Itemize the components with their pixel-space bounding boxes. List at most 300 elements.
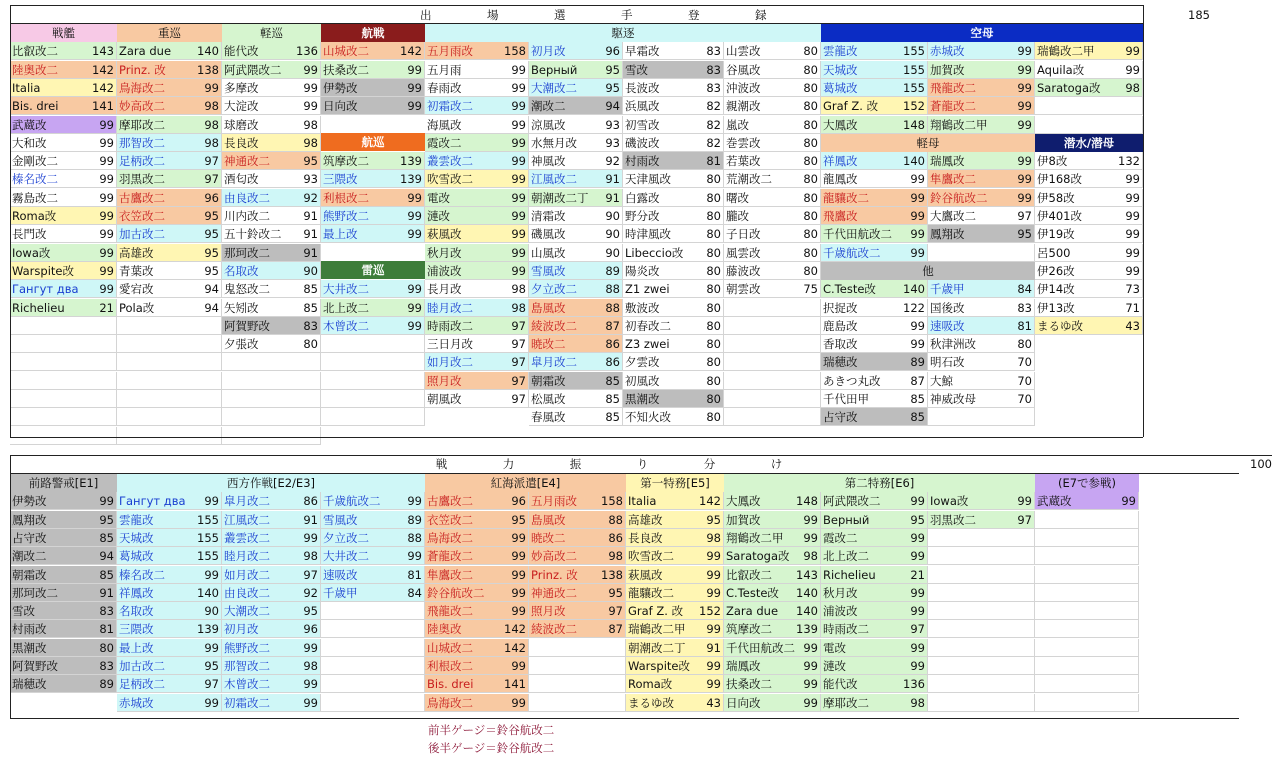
ship-cell[interactable]: [222, 511, 321, 529]
ship-cell[interactable]: [321, 280, 425, 298]
ship-cell[interactable]: [724, 390, 821, 408]
ship-cell[interactable]: [222, 335, 321, 353]
ship-cell[interactable]: [928, 317, 1035, 335]
ship-cell[interactable]: [222, 492, 321, 510]
ship-cell[interactable]: [117, 547, 222, 565]
ship-cell[interactable]: [10, 353, 117, 371]
ship-cell[interactable]: [222, 547, 321, 565]
ship-cell[interactable]: [117, 299, 222, 317]
ship-cell[interactable]: [321, 317, 425, 335]
ship-cell[interactable]: [626, 675, 724, 693]
ship-cell[interactable]: [1035, 225, 1143, 243]
ship-cell[interactable]: [1035, 602, 1139, 620]
ship-cell[interactable]: [821, 657, 928, 675]
ship-cell[interactable]: [928, 547, 1035, 565]
ship-cell[interactable]: [10, 189, 117, 207]
ship-cell[interactable]: [117, 79, 222, 97]
ship-cell[interactable]: [10, 299, 117, 317]
ship-cell[interactable]: [724, 602, 821, 620]
ship-cell[interactable]: [425, 134, 529, 152]
ship-cell[interactable]: [529, 639, 626, 657]
ship-cell[interactable]: [117, 511, 222, 529]
ship-cell[interactable]: [321, 152, 425, 170]
ship-cell[interactable]: [529, 529, 626, 547]
ship-cell[interactable]: [10, 170, 117, 188]
ship-cell[interactable]: [117, 189, 222, 207]
ship-cell[interactable]: [623, 390, 724, 408]
ship-cell[interactable]: [623, 335, 724, 353]
ship-cell[interactable]: [222, 317, 321, 335]
ship-cell[interactable]: [724, 492, 821, 510]
ship-cell[interactable]: [1035, 116, 1143, 134]
ship-cell[interactable]: [222, 262, 321, 280]
ship-cell[interactable]: [529, 511, 626, 529]
ship-cell[interactable]: [623, 408, 724, 426]
ship-cell[interactable]: [10, 116, 117, 134]
ship-cell[interactable]: [425, 675, 529, 693]
ship-cell[interactable]: [928, 225, 1035, 243]
ship-cell[interactable]: [222, 97, 321, 115]
ship-cell[interactable]: [222, 694, 321, 712]
ship-cell[interactable]: [724, 353, 821, 371]
ship-cell[interactable]: [529, 372, 623, 390]
ship-cell[interactable]: [623, 353, 724, 371]
ship-cell[interactable]: [425, 566, 529, 584]
ship-cell[interactable]: [425, 372, 529, 390]
ship-cell[interactable]: [724, 408, 821, 426]
ship-cell[interactable]: [321, 335, 425, 353]
ship-cell[interactable]: [321, 408, 425, 426]
ship-cell[interactable]: [529, 42, 623, 60]
ship-cell[interactable]: [928, 620, 1035, 638]
ship-cell[interactable]: [222, 620, 321, 638]
ship-cell[interactable]: [724, 79, 821, 97]
ship-cell[interactable]: [117, 207, 222, 225]
ship-cell[interactable]: [1035, 262, 1143, 280]
ship-cell[interactable]: [222, 372, 321, 390]
ship-cell[interactable]: [529, 317, 623, 335]
ship-cell[interactable]: [529, 547, 626, 565]
ship-cell[interactable]: [928, 79, 1035, 97]
ship-cell[interactable]: [626, 584, 724, 602]
ship-cell[interactable]: [626, 511, 724, 529]
ship-cell[interactable]: [117, 657, 222, 675]
ship-cell[interactable]: [529, 408, 623, 426]
ship-cell[interactable]: [529, 335, 623, 353]
ship-cell[interactable]: [821, 353, 928, 371]
ship-cell[interactable]: [117, 353, 222, 371]
ship-cell[interactable]: [821, 675, 928, 693]
ship-cell[interactable]: [425, 639, 529, 657]
ship-cell[interactable]: [724, 317, 821, 335]
ship-cell[interactable]: [821, 207, 928, 225]
ship-cell[interactable]: [724, 657, 821, 675]
ship-cell[interactable]: [529, 353, 623, 371]
ship-cell[interactable]: [117, 42, 222, 60]
ship-cell[interactable]: [821, 639, 928, 657]
ship-cell[interactable]: [821, 61, 928, 79]
ship-cell[interactable]: [1035, 511, 1139, 529]
ship-cell[interactable]: [1035, 657, 1139, 675]
ship-cell[interactable]: [1035, 61, 1143, 79]
ship-cell[interactable]: [1035, 207, 1143, 225]
ship-cell[interactable]: [425, 280, 529, 298]
ship-cell[interactable]: [117, 602, 222, 620]
ship-cell[interactable]: [321, 511, 425, 529]
ship-cell[interactable]: [623, 97, 724, 115]
ship-cell[interactable]: [425, 152, 529, 170]
ship-cell[interactable]: [821, 584, 928, 602]
ship-cell[interactable]: [928, 657, 1035, 675]
ship-cell[interactable]: [117, 61, 222, 79]
ship-cell[interactable]: [10, 207, 117, 225]
ship-cell[interactable]: [928, 529, 1035, 547]
ship-cell[interactable]: [928, 602, 1035, 620]
ship-cell[interactable]: [724, 207, 821, 225]
ship-cell[interactable]: [10, 566, 117, 584]
ship-cell[interactable]: [10, 584, 117, 602]
ship-cell[interactable]: [425, 116, 529, 134]
ship-cell[interactable]: [425, 61, 529, 79]
ship-cell[interactable]: [623, 225, 724, 243]
ship-cell[interactable]: [821, 116, 928, 134]
ship-cell[interactable]: [821, 170, 928, 188]
ship-cell[interactable]: [529, 694, 626, 712]
ship-cell[interactable]: [117, 694, 222, 712]
ship-cell[interactable]: [1035, 529, 1139, 547]
ship-cell[interactable]: [222, 61, 321, 79]
ship-cell[interactable]: [623, 207, 724, 225]
ship-cell[interactable]: [117, 280, 222, 298]
ship-cell[interactable]: [425, 657, 529, 675]
ship-cell[interactable]: [117, 620, 222, 638]
ship-cell[interactable]: [623, 372, 724, 390]
ship-cell[interactable]: [321, 189, 425, 207]
ship-cell[interactable]: [117, 408, 222, 426]
ship-cell[interactable]: [425, 299, 529, 317]
ship-cell[interactable]: [928, 189, 1035, 207]
ship-cell[interactable]: [1035, 620, 1139, 638]
ship-cell[interactable]: [626, 602, 724, 620]
ship-cell[interactable]: [425, 97, 529, 115]
ship-cell[interactable]: [222, 225, 321, 243]
ship-cell[interactable]: [928, 353, 1035, 371]
ship-cell[interactable]: [724, 299, 821, 317]
ship-cell[interactable]: [222, 79, 321, 97]
ship-cell[interactable]: [928, 244, 1035, 262]
ship-cell[interactable]: [222, 134, 321, 152]
ship-cell[interactable]: [821, 189, 928, 207]
ship-cell[interactable]: [724, 262, 821, 280]
ship-cell[interactable]: [10, 61, 117, 79]
ship-cell[interactable]: [1035, 492, 1139, 510]
ship-cell[interactable]: [928, 116, 1035, 134]
ship-cell[interactable]: [623, 299, 724, 317]
ship-cell[interactable]: [529, 61, 623, 79]
ship-cell[interactable]: [10, 639, 117, 657]
ship-cell[interactable]: [321, 584, 425, 602]
ship-cell[interactable]: [821, 511, 928, 529]
ship-cell[interactable]: [222, 584, 321, 602]
ship-cell[interactable]: [10, 262, 117, 280]
ship-cell[interactable]: [928, 390, 1035, 408]
ship-cell[interactable]: [222, 353, 321, 371]
ship-cell[interactable]: [10, 390, 117, 408]
ship-cell[interactable]: [222, 427, 321, 445]
ship-cell[interactable]: [626, 639, 724, 657]
ship-cell[interactable]: [222, 42, 321, 60]
ship-cell[interactable]: [425, 317, 529, 335]
ship-cell[interactable]: [821, 244, 928, 262]
ship-cell[interactable]: [10, 602, 117, 620]
ship-cell[interactable]: [321, 372, 425, 390]
ship-cell[interactable]: [529, 170, 623, 188]
ship-cell[interactable]: [1035, 42, 1143, 60]
ship-cell[interactable]: [623, 170, 724, 188]
ship-cell[interactable]: [10, 547, 117, 565]
ship-cell[interactable]: [222, 657, 321, 675]
ship-cell[interactable]: [724, 511, 821, 529]
ship-cell[interactable]: [928, 639, 1035, 657]
ship-cell[interactable]: [10, 427, 117, 445]
ship-cell[interactable]: [724, 335, 821, 353]
ship-cell[interactable]: [821, 79, 928, 97]
ship-cell[interactable]: [626, 547, 724, 565]
ship-cell[interactable]: [928, 170, 1035, 188]
ship-cell[interactable]: [623, 79, 724, 97]
ship-cell[interactable]: [10, 42, 117, 60]
ship-cell[interactable]: [928, 675, 1035, 693]
ship-cell[interactable]: [10, 317, 117, 335]
ship-cell[interactable]: [529, 620, 626, 638]
ship-cell[interactable]: [1035, 244, 1143, 262]
ship-cell[interactable]: [117, 492, 222, 510]
ship-cell[interactable]: [321, 566, 425, 584]
ship-cell[interactable]: [529, 566, 626, 584]
ship-cell[interactable]: [724, 244, 821, 262]
ship-cell[interactable]: [117, 639, 222, 657]
ship-cell[interactable]: [321, 79, 425, 97]
ship-cell[interactable]: [10, 372, 117, 390]
ship-cell[interactable]: [724, 134, 821, 152]
ship-cell[interactable]: [928, 97, 1035, 115]
ship-cell[interactable]: [724, 280, 821, 298]
ship-cell[interactable]: [117, 97, 222, 115]
ship-cell[interactable]: [222, 529, 321, 547]
ship-cell[interactable]: [529, 79, 623, 97]
ship-cell[interactable]: [10, 152, 117, 170]
ship-cell[interactable]: [724, 116, 821, 134]
ship-cell[interactable]: [821, 42, 928, 60]
ship-cell[interactable]: [928, 280, 1035, 298]
ship-cell[interactable]: [117, 566, 222, 584]
ship-cell[interactable]: [117, 372, 222, 390]
ship-cell[interactable]: [1035, 694, 1139, 712]
ship-cell[interactable]: [117, 390, 222, 408]
ship-cell[interactable]: [1035, 97, 1143, 115]
ship-cell[interactable]: [117, 262, 222, 280]
ship-cell[interactable]: [821, 335, 928, 353]
ship-cell[interactable]: [1035, 639, 1139, 657]
ship-cell[interactable]: [626, 694, 724, 712]
ship-cell[interactable]: [117, 529, 222, 547]
ship-cell[interactable]: [321, 299, 425, 317]
ship-cell[interactable]: [222, 602, 321, 620]
ship-cell[interactable]: [425, 529, 529, 547]
ship-cell[interactable]: [117, 134, 222, 152]
ship-cell[interactable]: [10, 620, 117, 638]
ship-cell[interactable]: [425, 390, 529, 408]
ship-cell[interactable]: [928, 694, 1035, 712]
ship-cell[interactable]: [724, 152, 821, 170]
ship-cell[interactable]: [425, 353, 529, 371]
ship-cell[interactable]: [10, 492, 117, 510]
ship-cell[interactable]: [821, 152, 928, 170]
ship-cell[interactable]: [821, 492, 928, 510]
ship-cell[interactable]: [724, 42, 821, 60]
ship-cell[interactable]: [626, 492, 724, 510]
ship-cell[interactable]: [425, 335, 529, 353]
ship-cell[interactable]: [117, 317, 222, 335]
ship-cell[interactable]: [623, 189, 724, 207]
ship-cell[interactable]: [425, 584, 529, 602]
ship-cell[interactable]: [117, 584, 222, 602]
ship-cell[interactable]: [623, 42, 724, 60]
ship-cell[interactable]: [1035, 299, 1143, 317]
ship-cell[interactable]: [928, 42, 1035, 60]
ship-cell[interactable]: [928, 372, 1035, 390]
ship-cell[interactable]: [10, 280, 117, 298]
ship-cell[interactable]: [529, 189, 623, 207]
ship-cell[interactable]: [529, 225, 623, 243]
ship-cell[interactable]: [724, 97, 821, 115]
ship-cell[interactable]: [222, 639, 321, 657]
ship-cell[interactable]: [529, 134, 623, 152]
ship-cell[interactable]: [928, 492, 1035, 510]
ship-cell[interactable]: [626, 566, 724, 584]
ship-cell[interactable]: [10, 97, 117, 115]
ship-cell[interactable]: [724, 584, 821, 602]
ship-cell[interactable]: [724, 566, 821, 584]
ship-cell[interactable]: [222, 390, 321, 408]
ship-cell[interactable]: [10, 408, 117, 426]
ship-cell[interactable]: [321, 390, 425, 408]
ship-cell[interactable]: [10, 134, 117, 152]
ship-cell[interactable]: [321, 639, 425, 657]
ship-cell[interactable]: [425, 189, 529, 207]
ship-cell[interactable]: [529, 207, 623, 225]
ship-cell[interactable]: [529, 602, 626, 620]
ship-cell[interactable]: [222, 280, 321, 298]
ship-cell[interactable]: [724, 675, 821, 693]
ship-cell[interactable]: [321, 602, 425, 620]
ship-cell[interactable]: [821, 408, 928, 426]
ship-cell[interactable]: [10, 511, 117, 529]
ship-cell[interactable]: [724, 639, 821, 657]
ship-cell[interactable]: [321, 61, 425, 79]
ship-cell[interactable]: [10, 244, 117, 262]
ship-cell[interactable]: [821, 694, 928, 712]
ship-cell[interactable]: [222, 675, 321, 693]
ship-cell[interactable]: [623, 244, 724, 262]
ship-cell[interactable]: [928, 511, 1035, 529]
ship-cell[interactable]: [623, 317, 724, 335]
ship-cell[interactable]: [529, 675, 626, 693]
ship-cell[interactable]: [1035, 79, 1143, 97]
ship-cell[interactable]: [425, 511, 529, 529]
ship-cell[interactable]: [222, 408, 321, 426]
ship-cell[interactable]: [222, 116, 321, 134]
ship-cell[interactable]: [321, 170, 425, 188]
ship-cell[interactable]: [724, 189, 821, 207]
ship-cell[interactable]: [1035, 547, 1139, 565]
ship-cell[interactable]: [222, 207, 321, 225]
ship-cell[interactable]: [529, 492, 626, 510]
ship-cell[interactable]: [10, 225, 117, 243]
ship-cell[interactable]: [321, 547, 425, 565]
ship-cell[interactable]: [1035, 317, 1143, 335]
ship-cell[interactable]: [117, 152, 222, 170]
ship-cell[interactable]: [928, 335, 1035, 353]
ship-cell[interactable]: [623, 61, 724, 79]
ship-cell[interactable]: [724, 620, 821, 638]
ship-cell[interactable]: [222, 244, 321, 262]
ship-cell[interactable]: [529, 152, 623, 170]
ship-cell[interactable]: [529, 262, 623, 280]
ship-cell[interactable]: [117, 225, 222, 243]
ship-cell[interactable]: [928, 566, 1035, 584]
ship-cell[interactable]: [222, 170, 321, 188]
ship-cell[interactable]: [425, 79, 529, 97]
ship-cell[interactable]: [425, 620, 529, 638]
ship-cell[interactable]: [425, 492, 529, 510]
ship-cell[interactable]: [321, 353, 425, 371]
ship-cell[interactable]: [529, 280, 623, 298]
ship-cell[interactable]: [117, 675, 222, 693]
ship-cell[interactable]: [1035, 584, 1139, 602]
ship-cell[interactable]: [928, 408, 1035, 426]
ship-cell[interactable]: [1035, 189, 1143, 207]
ship-cell[interactable]: [222, 566, 321, 584]
ship-cell[interactable]: [117, 116, 222, 134]
ship-cell[interactable]: [821, 97, 928, 115]
ship-cell[interactable]: [425, 225, 529, 243]
ship-cell[interactable]: [425, 547, 529, 565]
ship-cell[interactable]: [821, 280, 928, 298]
ship-cell[interactable]: [222, 189, 321, 207]
ship-cell[interactable]: [10, 335, 117, 353]
ship-cell[interactable]: [928, 584, 1035, 602]
ship-cell[interactable]: [529, 390, 623, 408]
ship-cell[interactable]: [724, 170, 821, 188]
ship-cell[interactable]: [724, 529, 821, 547]
ship-cell[interactable]: [821, 620, 928, 638]
ship-cell[interactable]: [821, 299, 928, 317]
ship-cell[interactable]: [623, 262, 724, 280]
ship-cell[interactable]: [623, 134, 724, 152]
ship-cell[interactable]: [321, 42, 425, 60]
ship-cell[interactable]: [117, 335, 222, 353]
ship-cell[interactable]: [529, 299, 623, 317]
ship-cell[interactable]: [10, 79, 117, 97]
ship-cell[interactable]: [425, 42, 529, 60]
ship-cell[interactable]: [821, 225, 928, 243]
ship-cell[interactable]: [321, 492, 425, 510]
ship-cell[interactable]: [117, 170, 222, 188]
ship-cell[interactable]: [821, 602, 928, 620]
ship-cell[interactable]: [724, 547, 821, 565]
ship-cell[interactable]: [222, 152, 321, 170]
